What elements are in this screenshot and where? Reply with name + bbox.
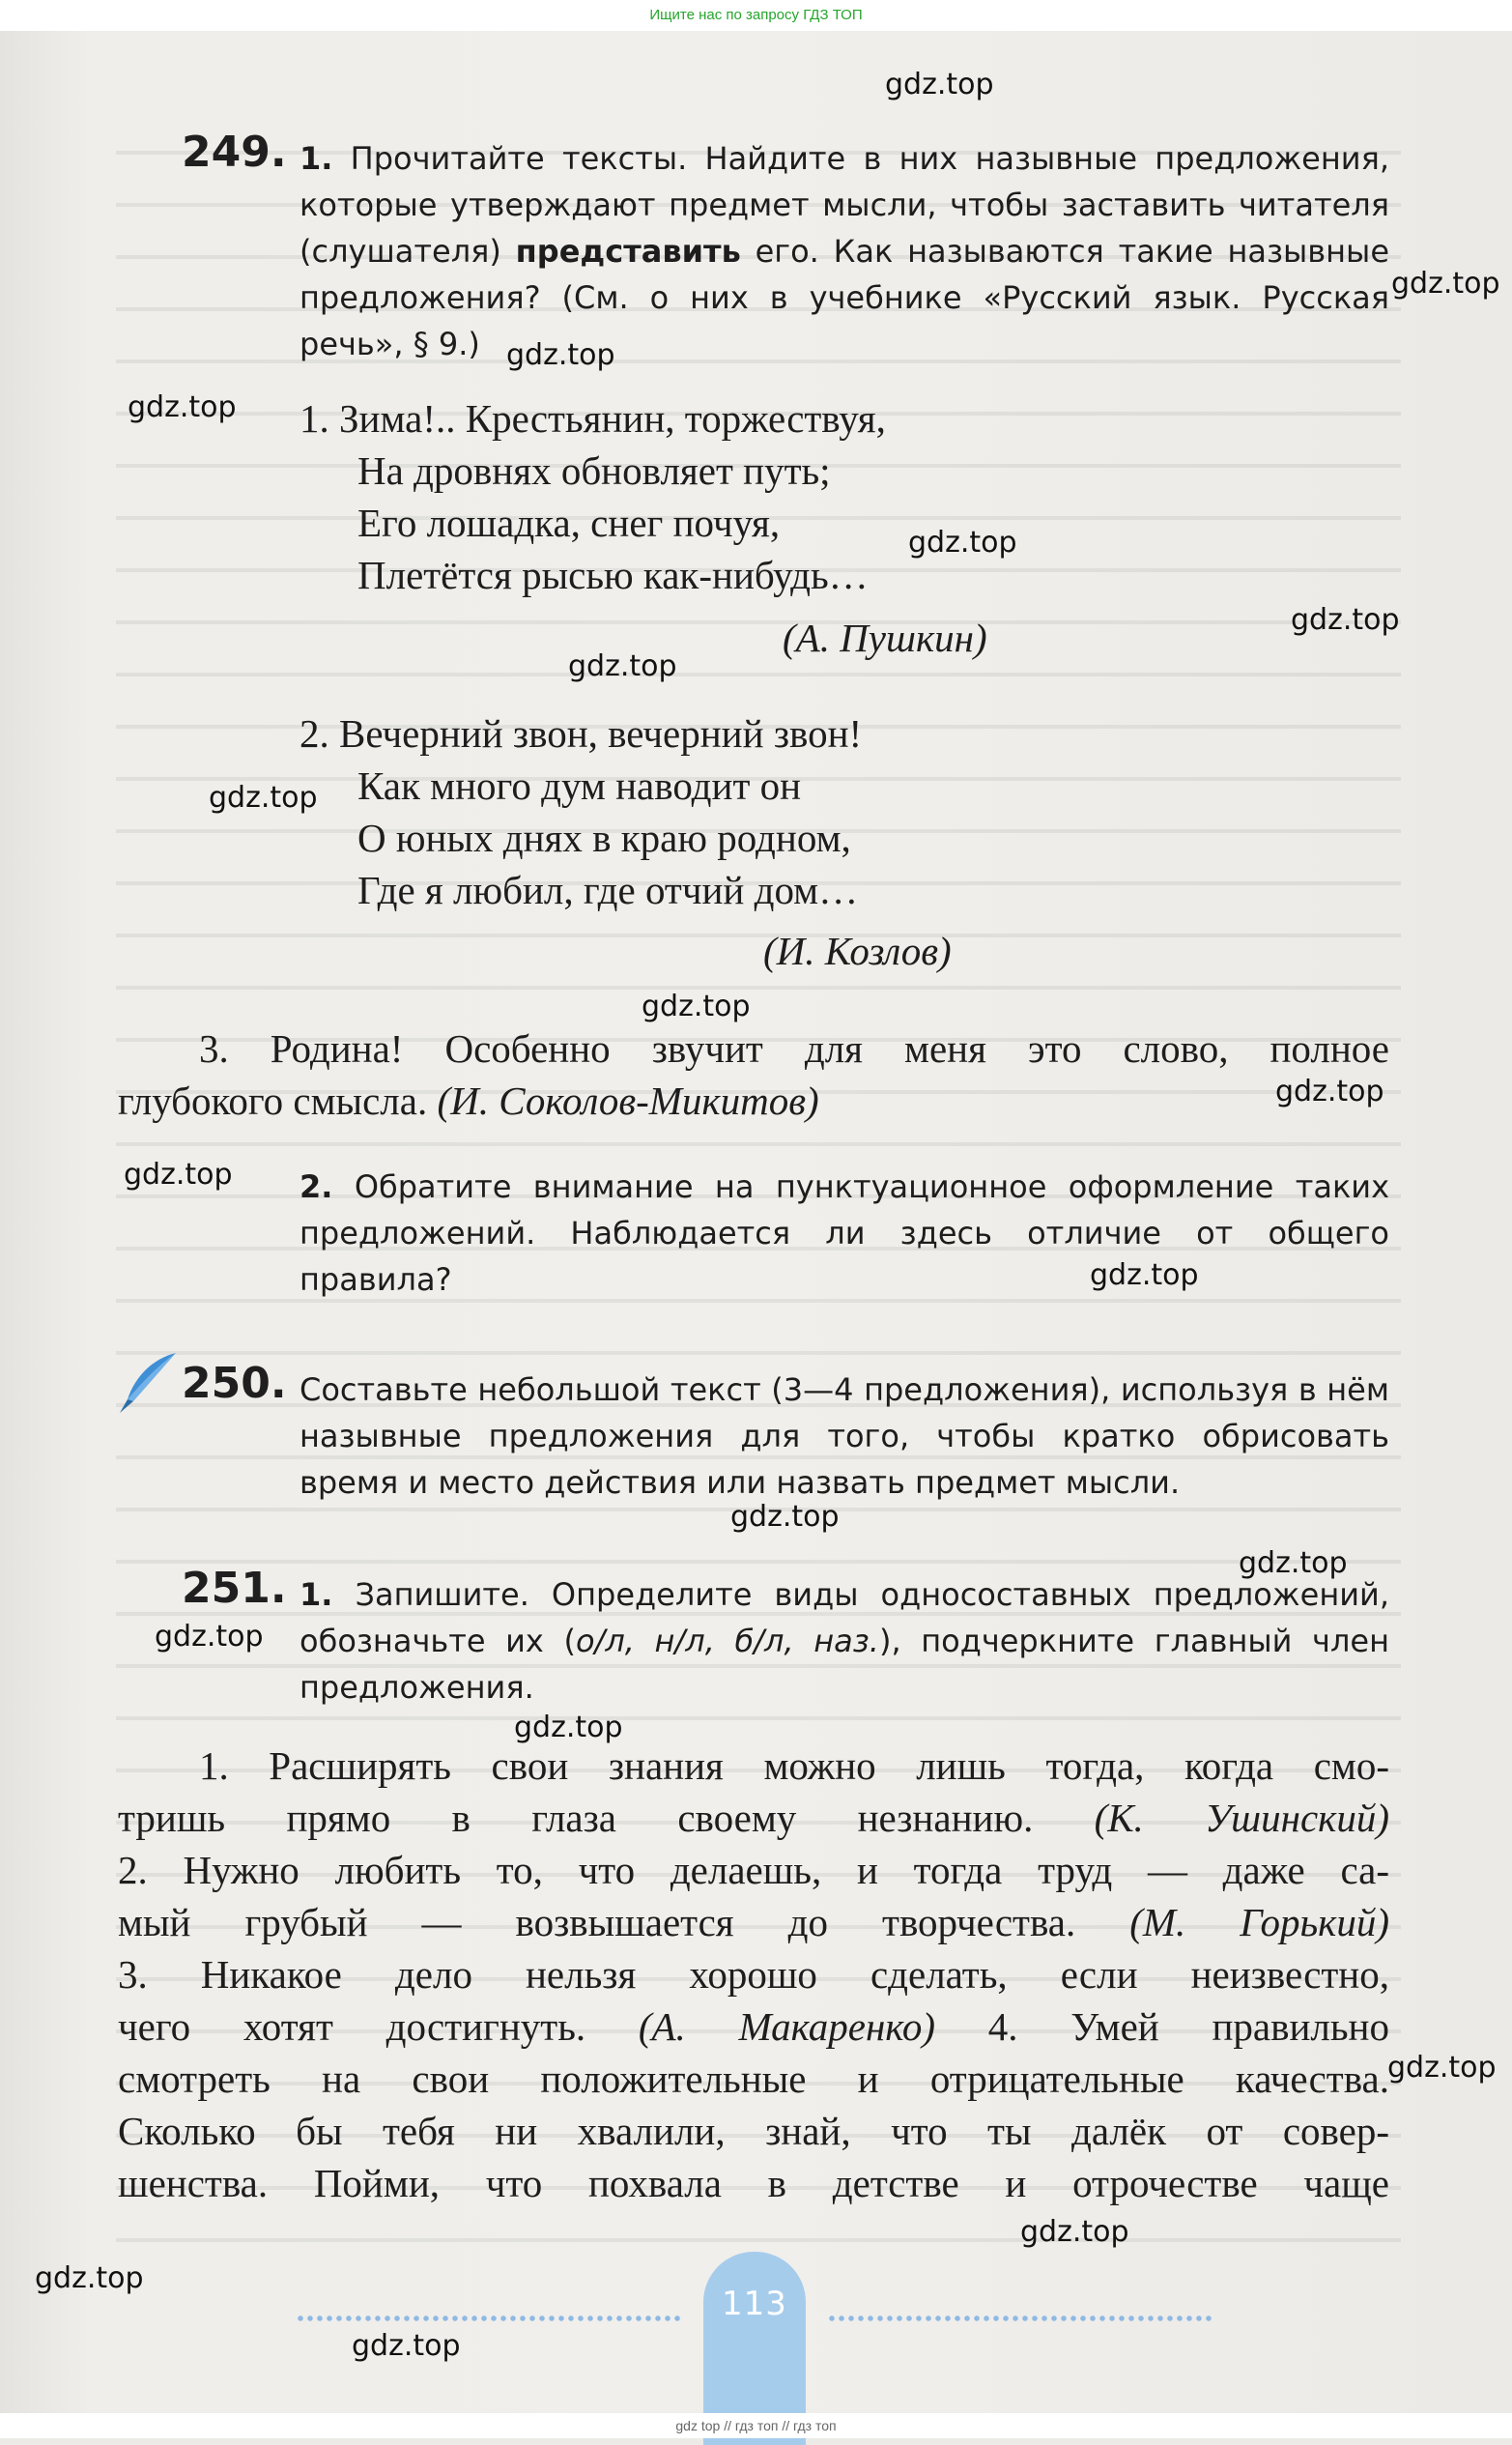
watermark: gdz.top — [1090, 1258, 1199, 1292]
watermark: gdz.top — [1387, 2051, 1497, 2085]
watermark: gdz.top — [730, 1500, 840, 1534]
watermark: gdz.top — [885, 68, 994, 101]
poem-line: 2. Вечерний звон, вечерний звон! — [300, 711, 863, 756]
watermark: gdz.top — [352, 2329, 461, 2363]
watermark: gdz.top — [506, 338, 615, 372]
task-number: 2. — [300, 1168, 333, 1205]
site-footer-text: gdz top // гдз топ // гдз топ — [675, 2418, 837, 2433]
page-dots-left — [296, 2316, 682, 2321]
poem-line: Как много дум наводит он — [357, 763, 802, 808]
exercise-250-task: Составьте небольшой текст (3—4 предложения), используя в нём назывные предложения для того, чтобы кратко обрисовать время и место действия или назвать предмет мысли. — [300, 1371, 1389, 1501]
watermark: gdz.top — [1275, 1075, 1384, 1108]
prose-line: 3. Родина! Особенно звучит для меня это слово, полное — [199, 1026, 1389, 1071]
poem-author: (А. Пушкин) — [783, 616, 987, 660]
watermark: gdz.top — [1291, 603, 1400, 637]
task-number: 1. — [300, 140, 333, 177]
prose-line: чего хотят достигнуть. (А. Макаренко) 4. Умей правильно — [118, 2004, 1389, 2049]
pen-icon — [114, 1349, 182, 1417]
site-footer — [0, 2413, 1512, 2438]
poem-author: (И. Козлов) — [763, 929, 952, 973]
task-text-b: ), подчеркните главный член предложения. — [300, 1623, 1390, 1706]
exercise-251-task — [300, 1571, 1389, 1711]
text-sokolov — [118, 1022, 1389, 1127]
site-header — [0, 0, 1512, 31]
exercise-249-task-2 — [300, 1164, 1389, 1303]
prose-line: смотреть на свои положительные и отрицательные качества. — [118, 2057, 1389, 2101]
watermark: gdz.top — [1239, 1546, 1348, 1580]
prose-line: Сколько бы тебя ни хвалили, знай, что ты далёк от совер- — [118, 2109, 1389, 2153]
prose-line: глубокого смысла. (И. Соколов-Микитов) — [118, 1079, 819, 1123]
task-text: Обратите внимание на пунктуационное оформление таких предложений. Наблюдается ли здесь отличие от общего правила? — [300, 1168, 1390, 1298]
watermark: gdz.top — [568, 649, 677, 683]
poem-line: 1. Зима!.. Крестьянин, торжествуя, — [300, 396, 886, 441]
exercise-249-number: 249. — [182, 128, 287, 177]
poem-line: Где я любил, где отчий дом… — [357, 868, 859, 912]
exercise-250-number: 250. — [182, 1359, 287, 1408]
watermark: gdz.top — [209, 781, 318, 815]
poem-line: На дровнях обновляет путь; — [357, 448, 831, 493]
prose-line: 3. Никакое дело нельзя хорошо сделать, если неизвестно, — [118, 1952, 1389, 1997]
watermark: gdz.top — [155, 1620, 264, 1654]
poem-line: О юных днях в краю родном, — [357, 816, 851, 860]
watermark: gdz.top — [908, 526, 1017, 560]
watermark: gdz.top — [124, 1158, 233, 1192]
watermark: gdz.top — [642, 990, 751, 1023]
prose-line: 2. Нужно любить то, что делаешь, и тогда труд — даже са- — [118, 1848, 1389, 1892]
exercise-251-text — [118, 1740, 1389, 2209]
task-number: 1. — [300, 1576, 333, 1613]
page-dots-right — [827, 2316, 1213, 2321]
task-abbreviations: о/л, н/л, б/л, наз. — [575, 1623, 879, 1659]
watermark: gdz.top — [35, 2261, 144, 2295]
watermark: gdz.top — [1020, 2215, 1129, 2249]
prose-line: шенства. Пойми, что похвала в детстве и отрочестве чаще — [118, 2161, 1389, 2205]
task-text-a: Прочитайте тексты. Найдите в них назывные предложения, которые утверждают предмет мысли, чтобы заставить читателя (слушателя) — [300, 140, 1390, 270]
poem-line: Его лошадка, снег почуя, — [357, 501, 781, 545]
site-header-text: Ищите нас по запросу ГДЗ ТОП — [649, 7, 863, 23]
poem-line: Плетётся рысью как-нибудь… — [357, 553, 869, 597]
exercise-251-number: 251. — [182, 1564, 287, 1613]
poem-kozlov — [300, 707, 1169, 916]
exercise-249-task-1 — [300, 135, 1389, 367]
prose-line: мый грубый — возвышается до творчества. (М. Горький) — [118, 1900, 1389, 1944]
prose-line: тришь прямо в глаза своему незнанию. (К. Ушинский) — [118, 1796, 1389, 1840]
page-number: 113 — [722, 2285, 787, 2323]
watermark: gdz.top — [514, 1711, 623, 1744]
task-text-bold: представить — [515, 233, 741, 270]
watermark: gdz.top — [128, 390, 237, 424]
task-text-b: его. Как называются такие назывные предложения? (См. о них в учебнике «Русский язык. Русская речь», § 9.) — [300, 233, 1389, 362]
prose-line: 1. Расширять свои знания можно лишь тогда, когда смо- — [199, 1743, 1389, 1788]
watermark: gdz.top — [1391, 267, 1500, 301]
poem-pushkin — [300, 392, 1169, 601]
task-text-a: Запишите. Определите виды односоставных предложений, обозначьте их ( — [300, 1576, 1390, 1659]
